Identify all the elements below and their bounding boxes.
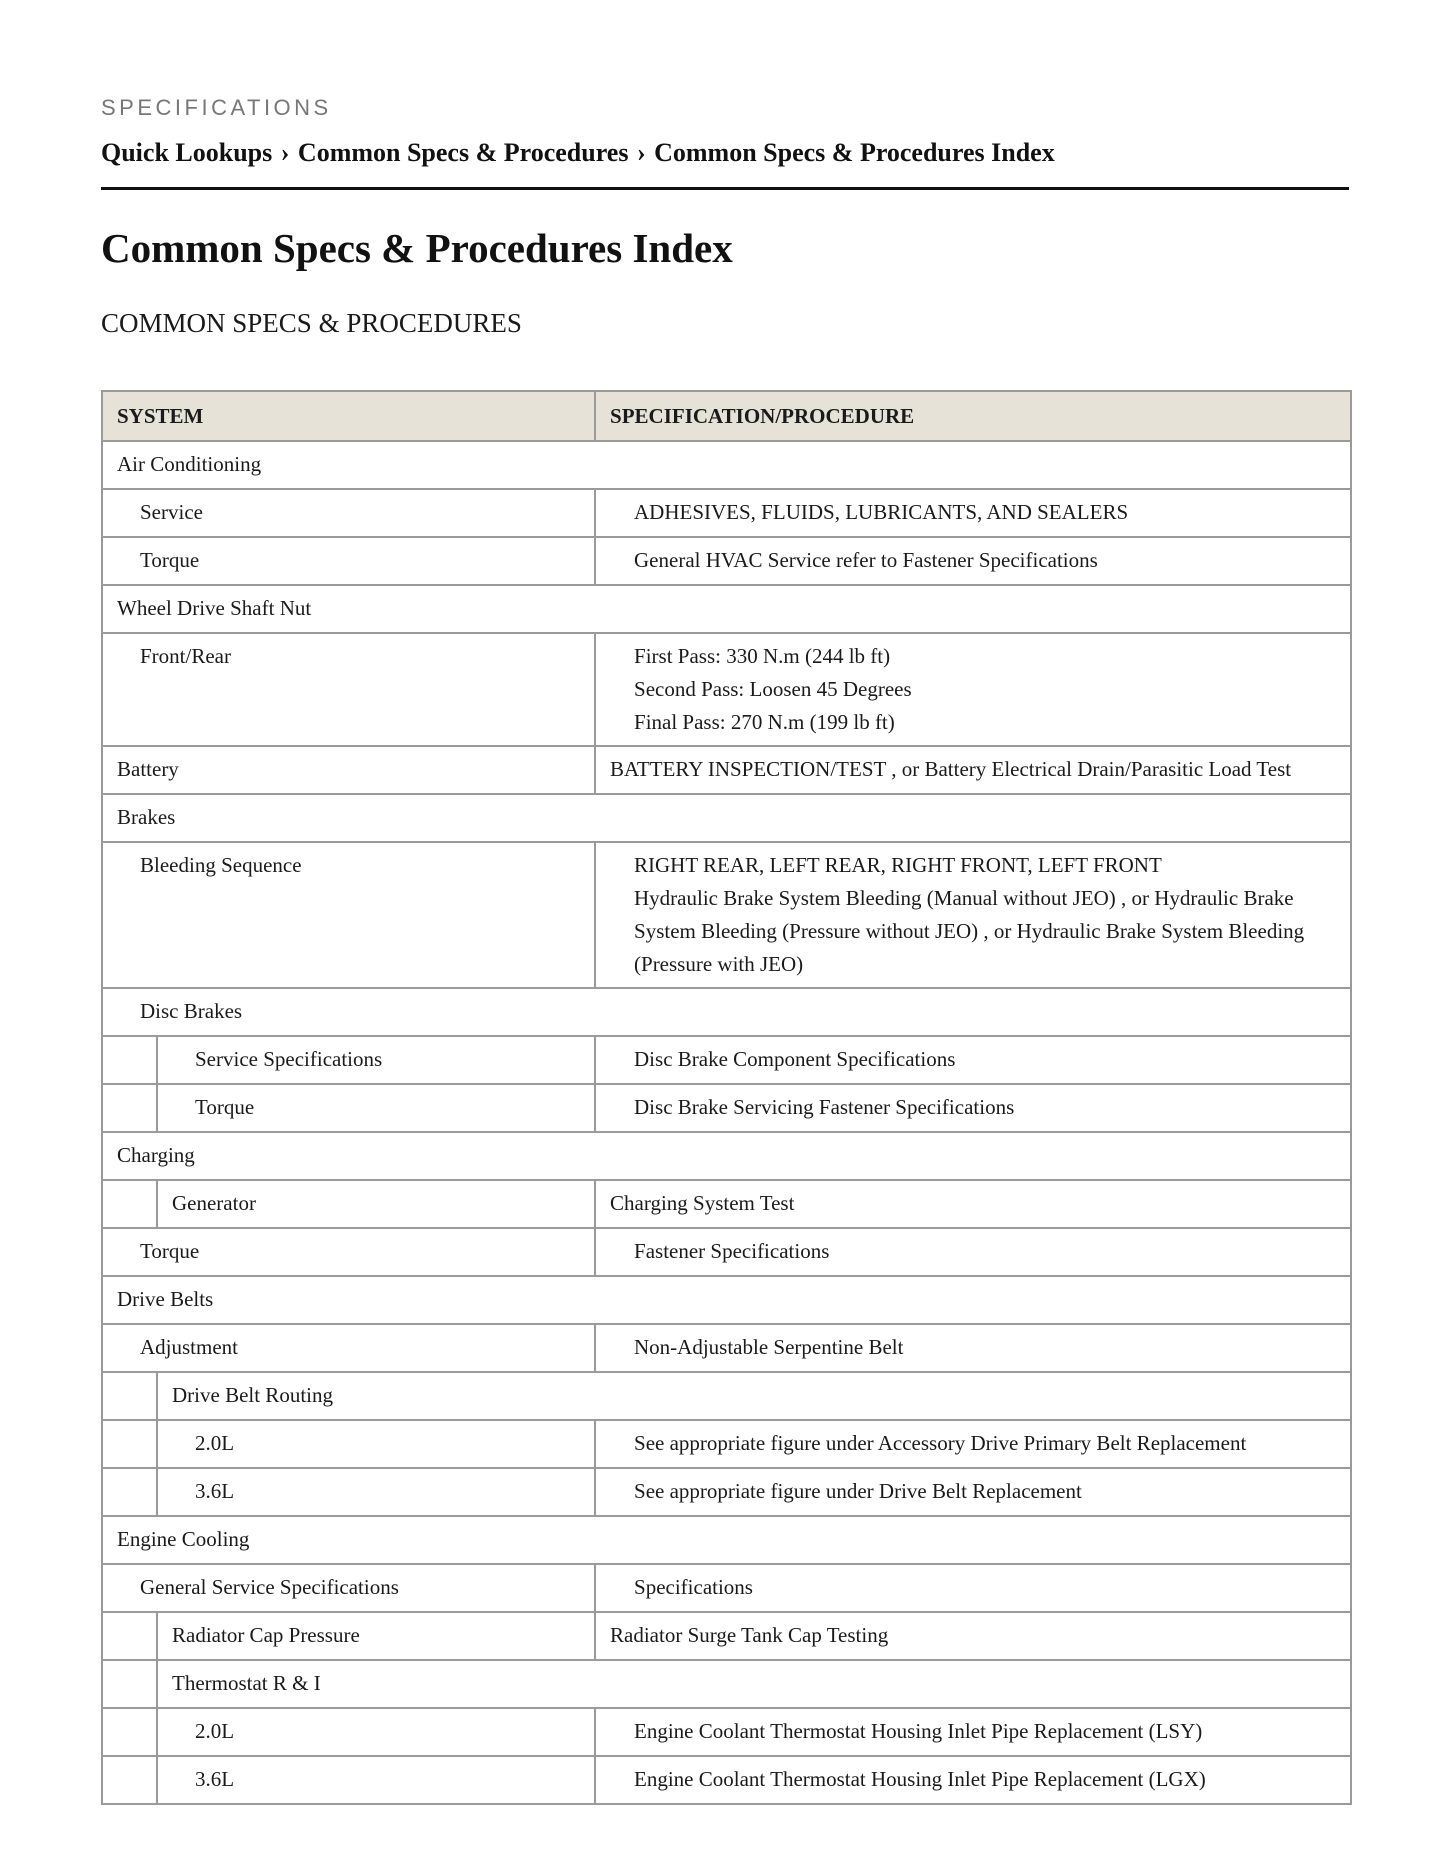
system-cell: Adjustment (102, 1324, 595, 1372)
system-cell: Service Specifications (157, 1036, 595, 1084)
indent-stub (102, 1756, 157, 1804)
table-row (102, 1324, 1351, 1372)
table-row (102, 537, 1351, 585)
indent-stub (102, 1084, 157, 1132)
indent-stub (102, 1660, 157, 1708)
table-row (102, 1468, 1351, 1516)
system-group-cell: Drive Belts (102, 1276, 1351, 1324)
table-row (102, 1420, 1351, 1468)
specs-table (101, 390, 1352, 1805)
indent-stub (102, 1708, 157, 1756)
indent-stub (102, 1420, 157, 1468)
table-row (102, 1516, 1351, 1564)
spec-cell[interactable]: Specifications (595, 1564, 1351, 1612)
table-row (102, 1036, 1351, 1084)
breadcrumb-item-common-specs[interactable]: Common Specs & Procedures (297, 138, 629, 167)
spec-cell[interactable] (595, 842, 1351, 988)
spec-cell[interactable]: Engine Coolant Thermostat Housing Inlet Pipe Replacement (LSY) (595, 1708, 1351, 1756)
column-header-specification: SPECIFICATION/PROCEDURE (595, 391, 1351, 441)
system-group-cell: Thermostat R & I (157, 1660, 1351, 1708)
spec-line: RIGHT REAR, LEFT REAR, RIGHT FRONT, LEFT FRONT (634, 853, 1162, 877)
indent-stub (102, 1468, 157, 1516)
table-header-row (102, 391, 1351, 441)
breadcrumb-item-current: Common Specs & Procedures Index (654, 138, 1055, 167)
spec-cell[interactable]: See appropriate figure under Accessory Drive Primary Belt Replacement (595, 1420, 1351, 1468)
table-row (102, 842, 1351, 988)
breadcrumb-separator: › (636, 138, 646, 167)
table-row (102, 1564, 1351, 1612)
section-subtitle: COMMON SPECS & PROCEDURES (101, 308, 522, 338)
system-group-cell: Engine Cooling (102, 1516, 1351, 1564)
spec-cell[interactable]: Disc Brake Component Specifications (595, 1036, 1351, 1084)
indent-stub (102, 1036, 157, 1084)
system-group-cell: Air Conditioning (102, 441, 1351, 489)
system-cell: Torque (102, 1228, 595, 1276)
table-row (102, 489, 1351, 537)
system-cell: General Service Specifications (102, 1564, 595, 1612)
spec-cell[interactable]: Disc Brake Servicing Fastener Specifications (595, 1084, 1351, 1132)
spec-line: First Pass: 330 N.m (244 lb ft) (634, 644, 891, 668)
system-cell: Radiator Cap Pressure (157, 1612, 595, 1660)
system-group-cell: Disc Brakes (102, 988, 1351, 1036)
spec-cell[interactable]: See appropriate figure under Drive Belt Replacement (595, 1468, 1351, 1516)
breadcrumb-item-quick-lookups[interactable]: Quick Lookups (101, 138, 273, 167)
system-cell: 3.6L (157, 1468, 595, 1516)
spec-cell[interactable]: General HVAC Service refer to Fastener Specifications (595, 537, 1351, 585)
table-row (102, 1372, 1351, 1420)
table-row (102, 633, 1351, 746)
spec-cell[interactable]: Engine Coolant Thermostat Housing Inlet Pipe Replacement (LGX) (595, 1756, 1351, 1804)
table-row (102, 746, 1351, 794)
section-kicker: SPECIFICATIONS (101, 95, 332, 120)
system-cell: 2.0L (157, 1708, 595, 1756)
spec-cell[interactable]: BATTERY INSPECTION/TEST , or Battery Electrical Drain/Parasitic Load Test (595, 746, 1351, 794)
table-row (102, 1228, 1351, 1276)
system-cell: 2.0L (157, 1420, 595, 1468)
spec-cell (595, 633, 1351, 746)
system-cell: Bleeding Sequence (102, 842, 595, 988)
indent-stub (102, 1612, 157, 1660)
table-row (102, 441, 1351, 489)
system-cell: Generator (157, 1180, 595, 1228)
system-cell: Battery (102, 746, 595, 794)
column-header-system: SYSTEM (102, 391, 595, 441)
system-group-cell: Charging (102, 1132, 1351, 1180)
spec-cell[interactable]: Charging System Test (595, 1180, 1351, 1228)
table-row (102, 1180, 1351, 1228)
breadcrumb-separator: › (280, 138, 290, 167)
system-group-cell: Brakes (102, 794, 1351, 842)
system-cell: Torque (157, 1084, 595, 1132)
table-row (102, 1132, 1351, 1180)
system-group-cell: Drive Belt Routing (157, 1372, 1351, 1420)
table-row (102, 1708, 1351, 1756)
header-divider (101, 187, 1349, 190)
system-group-cell: Wheel Drive Shaft Nut (102, 585, 1351, 633)
table-row (102, 585, 1351, 633)
table-row (102, 1660, 1351, 1708)
table-row (102, 794, 1351, 842)
indent-stub (102, 1180, 157, 1228)
spec-line[interactable]: Hydraulic Brake System Bleeding (Manual without JEO) , or Hydraulic Brake System Bleeding (Pressure without JEO) , or Hydraulic Brake System Bleeding (Pressure with JEO) (634, 886, 1305, 976)
spec-line: Final Pass: 270 N.m (199 lb ft) (634, 710, 895, 734)
indent-stub (102, 1372, 157, 1420)
table-row (102, 1756, 1351, 1804)
table-row (102, 1084, 1351, 1132)
table-row (102, 1276, 1351, 1324)
table-row (102, 1612, 1351, 1660)
spec-line: Second Pass: Loosen 45 Degrees (634, 677, 912, 701)
table-row (102, 988, 1351, 1036)
system-cell: Front/Rear (102, 633, 595, 746)
system-cell: Torque (102, 537, 595, 585)
spec-cell: Non-Adjustable Serpentine Belt (595, 1324, 1351, 1372)
spec-cell[interactable]: Fastener Specifications (595, 1228, 1351, 1276)
page-title: Common Specs & Procedures Index (101, 225, 733, 271)
spec-cell[interactable]: Radiator Surge Tank Cap Testing (595, 1612, 1351, 1660)
spec-cell[interactable]: ADHESIVES, FLUIDS, LUBRICANTS, AND SEALERS (595, 489, 1351, 537)
system-cell: Service (102, 489, 595, 537)
system-cell: 3.6L (157, 1756, 595, 1804)
breadcrumb (101, 138, 1349, 168)
